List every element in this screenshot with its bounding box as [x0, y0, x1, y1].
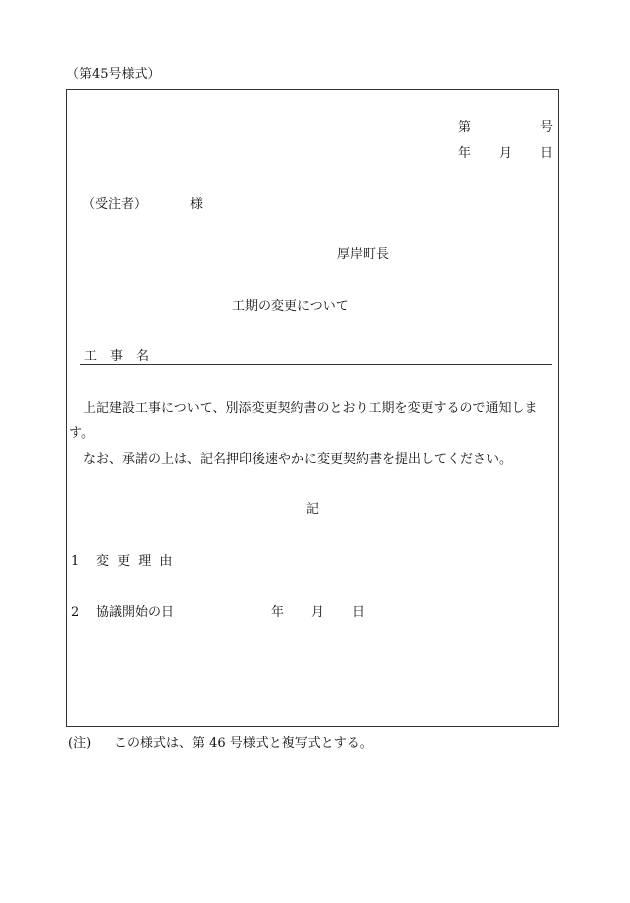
issuer-name: 厚岸町長: [337, 247, 390, 262]
document-title: 工期の変更について: [232, 299, 349, 314]
date-day-label: 日: [540, 146, 554, 161]
body-paragraph-1-line-1: 上記建設工事について、別添変更契約書のとおり工期を変更するので通知しま: [83, 401, 538, 416]
recipient-label: （受注者）: [82, 197, 148, 212]
item-2-year-label: 年: [271, 605, 285, 620]
date-year-label: 年: [458, 146, 472, 161]
item-1-label: 変 更 理 由: [96, 554, 175, 569]
number-prefix: 第: [458, 120, 472, 135]
construction-name-underline: [80, 364, 552, 365]
form-number-label: （第45号様式）: [66, 67, 161, 82]
construction-name-label: 工 事 名: [84, 349, 150, 364]
note-text: この様式は、第 46 号様式と複写式とする。: [114, 736, 373, 751]
ki-heading: 記: [306, 502, 320, 517]
number-suffix: 号: [540, 120, 554, 135]
item-2-month-label: 月: [311, 605, 325, 620]
date-month-label: 月: [499, 146, 513, 161]
item-2-label: 協議開始の日: [96, 605, 175, 620]
item-2-number: 2: [71, 605, 80, 620]
body-paragraph-2: なお、承諾の上は、記名押印後速やかに変更契約書を提出してください。: [83, 452, 513, 467]
recipient-honorific: 様: [190, 197, 204, 212]
item-2-day-label: 日: [352, 605, 366, 620]
body-paragraph-1-line-2: す。: [69, 426, 94, 441]
item-1-number: 1: [71, 554, 80, 569]
note-label: (注): [68, 736, 92, 751]
